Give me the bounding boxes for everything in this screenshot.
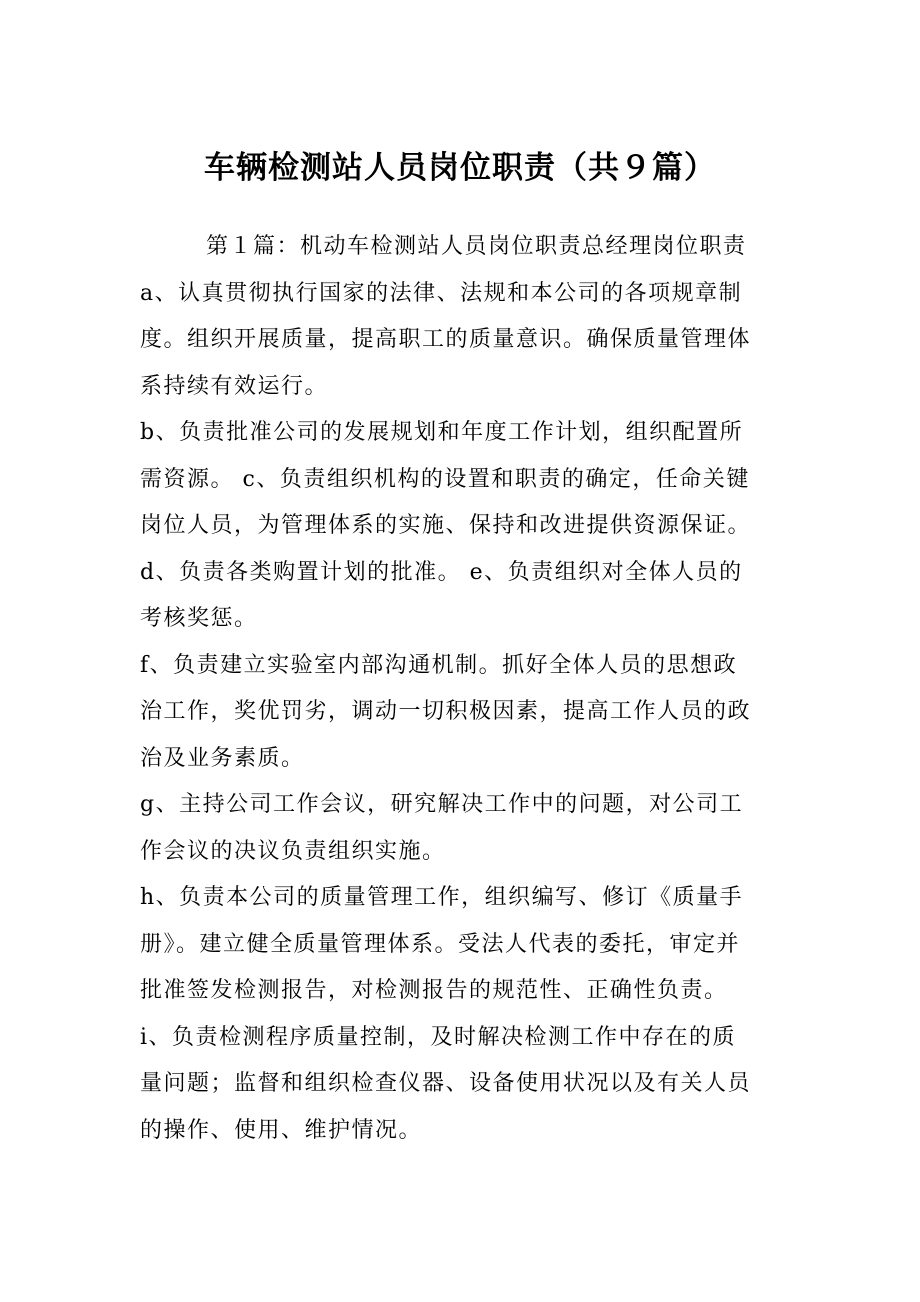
paragraph-line: 考核奖惩。 — [140, 606, 258, 631]
paragraph-line: 岗位人员，为管理体系的实施、保持和改进提供资源保证。 — [140, 513, 752, 538]
paragraph-line: 治及业务素质。 — [140, 745, 305, 771]
section-heading: 第１篇：机动车检测站人员岗位职责总经理岗位职责 — [206, 234, 747, 259]
paragraph-line: g、主持公司工作会议，研究解决工作中的问题，对公司工 — [140, 792, 744, 817]
paragraph-line: 需资源。 c、负责组织机构的设置和职责的确定，任命关键 — [140, 466, 750, 492]
paragraph-line: 作会议的决议负责组织实施。 — [140, 838, 446, 864]
paragraph-line: 系持续有效运行。 — [140, 373, 329, 399]
paragraph-line: 批准签发检测报告，对检测报告的规范性、正确性负责。 — [140, 978, 728, 1003]
paragraph-line: a、认真贯彻执行国家的法律、法规和本公司的各项规章制 — [140, 280, 743, 306]
paragraph-line: d、负责各类购置计划的批准。 e、负责组织对全体人员的 — [140, 559, 743, 585]
paragraph-line: 治工作，奖优罚劣，调动一切积极因素，提高工作人员的政 — [140, 699, 752, 724]
paragraph-line: i、负责检测程序质量控制，及时解决检测工作中存在的质 — [140, 1024, 737, 1050]
document-body — [140, 224, 790, 1154]
document-title: 车辆检测站人员岗位职责（共９篇） — [204, 150, 716, 186]
paragraph-line: h、负责本公司的质量管理工作，组织编写、修订《质量手 — [140, 885, 744, 910]
paragraph-line: 册》。建立健全质量管理体系。受法人代表的委托，审定并 — [140, 931, 741, 957]
paragraph-line: 度。组织开展质量，提高职工的质量意识。确保质量管理体 — [140, 327, 752, 352]
paragraph-line: 量问题；监督和组织检查仪器、设备使用状况以及有关人员 — [140, 1071, 752, 1096]
paragraph-line: 的操作、使用、维护情况。 — [140, 1117, 423, 1143]
paragraph-line: b、负责批准公司的发展规划和年度工作计划，组织配置所 — [140, 420, 744, 445]
paragraph-line: f、负责建立实验室内部沟通机制。抓好全体人员的思想政 — [140, 652, 738, 678]
